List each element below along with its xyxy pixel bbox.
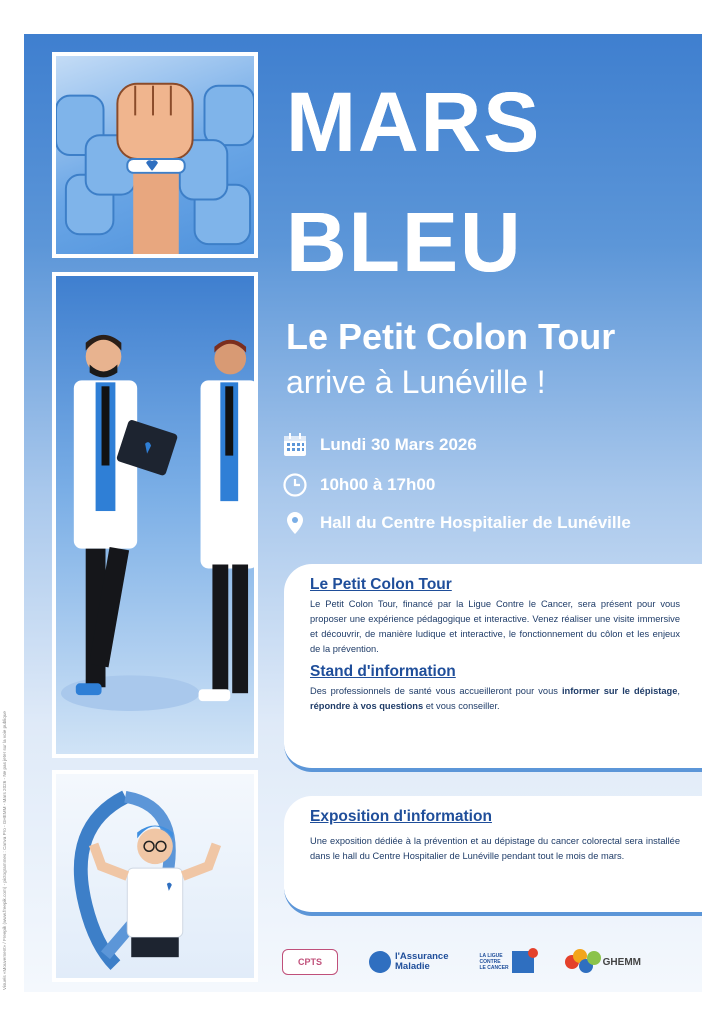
title-bleu: BLEU [286,195,523,289]
stand-heading: Stand d'information [310,663,456,680]
fists-illustration [52,52,258,258]
ligue-emblem-icon [512,951,534,973]
clock-icon [282,472,308,498]
credits-caption: Visuels «Mouvement» / Freepik (www.freepik.com) - pictogrammes : Canva Pro - GHEMM - Mars 2026 - Ne pas jeter sur la voie publique [2,711,7,990]
event-time-row [282,472,435,498]
exhibition-heading: Exposition d'information [310,808,492,825]
poster [24,34,702,992]
subtitle-arrival: arrive à Lunéville ! [286,364,546,400]
event-date: Lundi 30 Mars 2026 [320,435,477,454]
event-time: 10h00 à 17h00 [320,475,436,494]
event-place-row [282,510,631,536]
cpts-logo: CPTS [282,949,338,975]
ribbon-man-graphic [56,774,254,978]
event-date-row [282,432,477,458]
fists-graphic [56,56,254,254]
info-card-tour [284,564,702,772]
hospital-logo-icon [672,949,692,975]
ghemm-logo: GHEMM [565,949,641,975]
subtitle-event-name: Le Petit Colon Tour [286,316,616,357]
title-mars: MARS [286,75,542,169]
exhibition-text: Une exposition dédiée à la prévention et au dépistage du cancer colorectal sera installée dans le hall du Centre Hospitalier de Lunéville pendant tout le mois de mars. [310,836,680,861]
partner-logos [282,942,692,982]
calendar-icon [282,432,308,458]
stand-text: Des professionnels de santé vous accueilleront pour vous informer sur le dépistage, répondre à vos questions et vous conseiller. [310,686,680,711]
tour-text: Le Petit Colon Tour, financé par la Ligue Contre le Cancer, sera présent pour vous proposer une expérience pédagogique et interactive. Venez réaliser une visite immersive et découvrir, de manière ludique et interactive, le fonctionnement du côlon et les enjeux de la prévention. [310,599,680,654]
tour-heading: Le Petit Colon Tour [310,576,452,593]
info-card-exhibition [284,796,702,916]
map-pin-icon [282,510,308,536]
doctors-graphic [56,276,254,754]
ghemm-emblem-icon [565,949,599,975]
doctors-illustration [52,272,258,758]
assurance-maladie-emblem-icon [369,951,391,973]
event-place: Hall du Centre Hospitalier de Lunéville [320,513,631,532]
assurance-maladie-logo: l'Assurance Maladie [369,951,448,973]
ribbon-man-illustration [52,770,258,982]
ligue-cancer-logo: LA LIGUE CONTRE LE CANCER [479,951,533,973]
